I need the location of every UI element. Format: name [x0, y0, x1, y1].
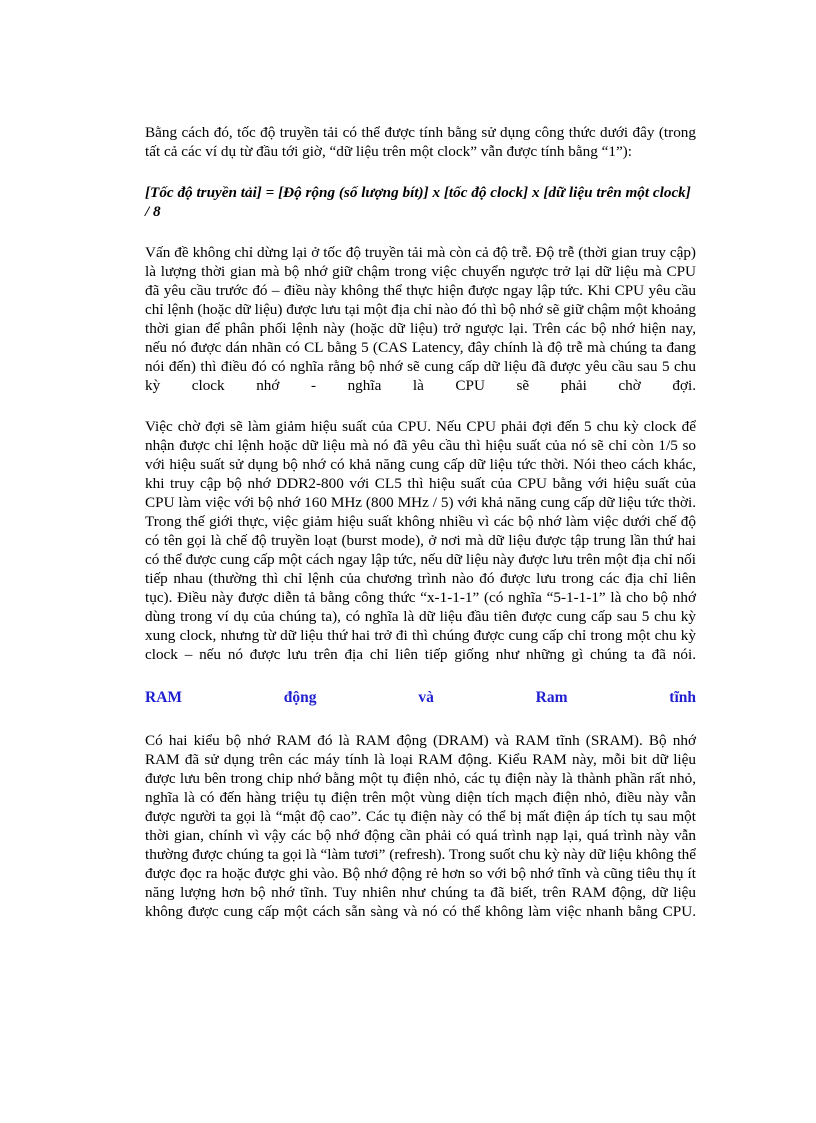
paragraph-spacer: [145, 221, 696, 243]
transfer-rate-formula: [Tốc độ truyền tải] = [Độ rộng (số lượng bít)] x [tốc độ clock] x [dữ liệu trên một clock] / 8: [145, 184, 691, 220]
section-heading-dram-sram: RAM động và Ram tĩnh: [145, 689, 696, 706]
paragraph-transfer-rate-intro: Bằng cách đó, tốc độ truyền tải có thể được tính bằng sử dụng công thức dưới đây (trong tất cả các ví dụ từ đầu tới giờ, “dữ liệu trên một clock” vẫn được tính bằng “1”):: [145, 124, 696, 160]
paragraph-dram-sram: Có hai kiểu bộ nhớ RAM đó là RAM động (DRAM) và RAM tĩnh (SRAM). Bộ nhớ RAM đã sử dụng trên các máy tính là loại RAM động. Kiểu RAM này, mỗi bit dữ liệu được lưu bên trong chip nhớ bằng một tụ điện nhỏ, các tụ điện này là thành phần rất nhỏ, nghĩa là có đến hàng triệu tụ điện trên một vùng diện tích mạch điện nhỏ, điều này vẫn được người ta gọi là “mật độ cao”. Các tụ điện này có thể bị mất điện áp tích tụ sau một thời gian, chính vì vậy các bộ nhớ động cần phải có quá trình nạp lại, quá trình này vẫn thường được chúng ta gọi là “làm tươi” (refresh). Trong suốt chu kỳ này dữ liệu không thể được đọc ra hoặc được ghi vào. Bộ nhớ động rẻ hơn so với bộ nhớ tĩnh và cũng tiêu thụ ít năng lượng hơn bộ nhớ tĩnh. Tuy nhiên như chúng ta đã biết, trên RAM động, dữ liệu không được cung cấp một cách sẵn sàng và nó có thể không làm việc nhanh bằng CPU.: [145, 732, 696, 920]
paragraph-cpu-waiting: Việc chờ đợi sẽ làm giảm hiệu suất của CPU. Nếu CPU phải đợi đến 5 chu kỳ clock để nhận được chỉ lệnh hoặc dữ liệu mà nó đã yêu cầu thì hiệu suất của nó sẽ chỉ còn 1/5 so với hiệu suất sử dụng bộ nhớ có khả năng cung cấp dữ liệu tức thời. Nói theo cách khác, khi truy cập bộ nhớ DDR2-800 với CL5 thì hiệu suất của CPU bằng với hiệu suất của CPU làm việc với bộ nhớ 160 MHz (800 MHz / 5) với khả năng cung cấp dữ liệu tức thời. Trong thế giới thực, việc giảm hiệu suất không nhiều vì các bộ nhớ làm việc dưới chế độ có tên gọi là chế độ truyền loạt (burst mode), ở nơi mà dữ liệu được tập trung lần thứ hai có thể được cung cấp một cách ngay lập tức, nếu dữ liệu này được lưu trên một địa chỉ nối tiếp nhau (thường thì chỉ lệnh của chương trình nào đó được lưu trong các địa chỉ liên tục). Điều này được diễn tả bằng công thức “x-1-1-1” (có nghĩa “5-1-1-1” là cho bộ nhớ dùng trong ví dụ của chúng ta), có nghĩa là dữ liệu đầu tiên được cung cấp sau 5 chu kỳ xung clock, nhưng từ dữ liệu thứ hai trở đi thì chúng được cung cấp chỉ trong một chu kỳ clock – nếu nó được lưu trên địa chỉ liên tiếp giống như những gì chúng ta đã nói.: [145, 418, 696, 663]
paragraph-latency: Vấn đề không chỉ dừng lại ở tốc độ truyền tải mà còn cả độ trễ. Độ trễ (thời gian truy cập) là lượng thời gian mà bộ nhớ giữ chậm trong việc chuyển ngược trở lại dữ liệu mà CPU đã yêu cầu trước đó – điều này không thể thực hiện được ngay lập tức. Khi CPU yêu cầu chỉ lệnh (hoặc dữ liệu) được lưu tại một địa chỉ nào đó thì bộ nhớ sẽ giữ chậm một khoảng thời gian để phân phối lệnh này (hoặc dữ liệu) trở ngược lại. Trên các bộ nhớ hiện nay, nếu nó được dán nhãn có CL bằng 5 (CAS Latency, đây chính là độ trễ mà chúng ta đang nói đến) thì điều đó có nghĩa rằng bộ nhớ sẽ cung cấp dữ liệu đã được yêu cầu sau 5 chu kỳ clock nhớ - nghĩa là CPU sẽ phải chờ đợi.: [145, 244, 696, 394]
paragraph-spacer: [145, 395, 696, 417]
paragraph-spacer: [145, 707, 696, 731]
paragraph-spacer: [145, 161, 696, 183]
paragraph-spacer: [145, 664, 696, 688]
document-body: [145, 123, 696, 921]
